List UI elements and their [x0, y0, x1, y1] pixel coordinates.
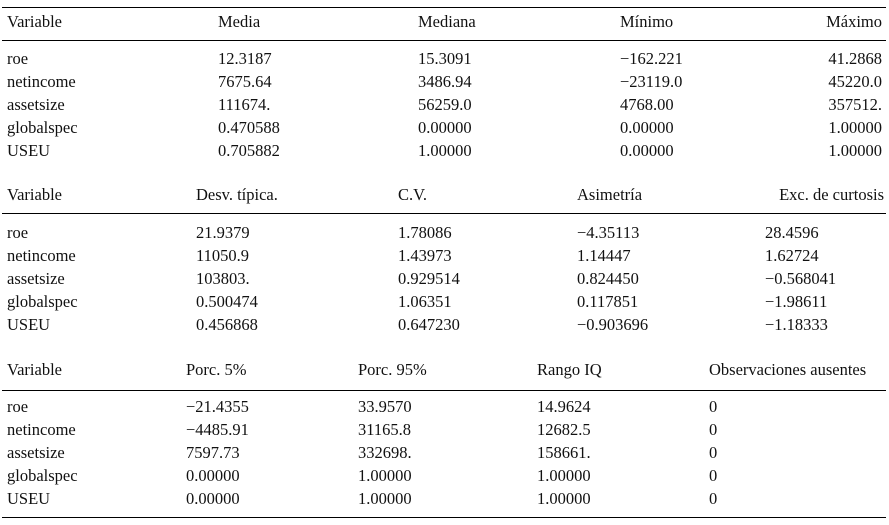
column-header-cv: C.V.: [398, 185, 428, 204]
table-cell: 0.500474: [196, 292, 258, 311]
table-cell: −1.18333: [765, 315, 828, 334]
row-variable-name: globalspec: [7, 466, 78, 485]
table-cell: 0: [709, 443, 718, 462]
table-top-rule: [2, 7, 886, 8]
table-cell: 111674.: [218, 95, 271, 114]
table-bottom-rule: [2, 517, 886, 518]
table-cell: −23119.0: [620, 72, 683, 91]
table-cell: 7675.64: [218, 72, 272, 91]
table-cell: 1.43973: [398, 246, 452, 265]
table-cell: 0.456868: [196, 315, 258, 334]
table-cell: 41.2868: [828, 49, 882, 68]
table-cell: 1.78086: [398, 223, 452, 242]
row-variable-name: netincome: [7, 246, 76, 265]
column-header-maximo: Máximo: [826, 12, 882, 31]
table-cell: −4485.91: [186, 420, 249, 439]
table-cell: −162.221: [620, 49, 683, 68]
table3-header-rule: [2, 390, 886, 391]
table-cell: 7597.73: [186, 443, 240, 462]
row-variable-name: roe: [7, 223, 29, 242]
row-variable-name: netincome: [7, 420, 76, 439]
table-cell: 1.00000: [537, 466, 591, 485]
column-header-exc-curtosis: Exc. de curtosis: [779, 185, 884, 204]
table-cell: 0.929514: [398, 269, 460, 288]
row-variable-name: assetsize: [7, 443, 65, 462]
column-header-mediana: Mediana: [418, 12, 476, 31]
table-cell: 11050.9: [196, 246, 250, 265]
table-cell: 0: [709, 466, 718, 485]
row-variable-name: globalspec: [7, 292, 78, 311]
column-header-observaciones-ausentes: Observaciones ausentes: [709, 360, 867, 379]
table-cell: 21.9379: [196, 223, 250, 242]
column-header-media: Media: [218, 12, 261, 31]
row-variable-name: assetsize: [7, 269, 65, 288]
table-cell: −0.903696: [577, 315, 649, 334]
table-cell: 0.00000: [418, 118, 472, 137]
table-cell: −1.98611: [765, 292, 828, 311]
table-cell: 1.14447: [577, 246, 631, 265]
table-cell: 0: [709, 397, 718, 416]
column-header-asimetria: Asimetría: [577, 185, 643, 204]
table-cell: 33.9570: [358, 397, 412, 416]
table-cell: 103803.: [196, 269, 250, 288]
table-cell: 4768.00: [620, 95, 674, 114]
table-cell: 28.4596: [765, 223, 819, 242]
row-variable-name: USEU: [7, 315, 51, 334]
table-cell: −0.568041: [765, 269, 837, 288]
row-variable-name: globalspec: [7, 118, 78, 137]
column-header-minimo: Mínimo: [620, 12, 674, 31]
table-cell: 0.00000: [620, 141, 674, 160]
table-cell: 12.3187: [218, 49, 272, 68]
table-cell: 0.824450: [577, 269, 639, 288]
table-cell: 0.470588: [218, 118, 280, 137]
row-variable-name: netincome: [7, 72, 76, 91]
table-cell: 45220.0: [828, 72, 882, 91]
table-cell: 1.00000: [828, 141, 882, 160]
column-header-variable: Variable: [7, 12, 62, 31]
table-cell: 1.00000: [537, 489, 591, 508]
table-cell: −21.4355: [186, 397, 249, 416]
row-variable-name: assetsize: [7, 95, 65, 114]
table-cell: 1.00000: [358, 489, 412, 508]
row-variable-name: roe: [7, 49, 29, 68]
table-cell: 0: [709, 420, 718, 439]
table-cell: −4.35113: [577, 223, 640, 242]
table-cell: 1.00000: [828, 118, 882, 137]
table-cell: 0.705882: [218, 141, 280, 160]
row-variable-name: USEU: [7, 489, 51, 508]
table-cell: 0.647230: [398, 315, 460, 334]
column-header-variable: Variable: [7, 185, 62, 204]
table-cell: 56259.0: [418, 95, 472, 114]
column-header-porc-5: Porc. 5%: [186, 360, 247, 379]
column-header-porc-95: Porc. 95%: [358, 360, 427, 379]
table-cell: 158661.: [537, 443, 591, 462]
table2-header-rule: [2, 213, 886, 214]
column-header-desv-tipica: Desv. típica.: [196, 185, 278, 204]
table-cell: 1.00000: [418, 141, 472, 160]
table-cell: 15.3091: [418, 49, 472, 68]
table-cell: 0.00000: [186, 489, 240, 508]
table-cell: 1.06351: [398, 292, 452, 311]
row-variable-name: roe: [7, 397, 29, 416]
table-cell: 1.00000: [358, 466, 412, 485]
table-cell: 0.00000: [620, 118, 674, 137]
table-cell: 357512.: [828, 95, 882, 114]
column-header-rango-iq: Rango IQ: [537, 360, 602, 379]
table-cell: 12682.5: [537, 420, 591, 439]
table-cell: 1.62724: [765, 246, 819, 265]
table1-header-rule: [2, 40, 886, 41]
table-cell: 31165.8: [358, 420, 412, 439]
row-variable-name: USEU: [7, 141, 51, 160]
table-cell: 0.117851: [577, 292, 639, 311]
table-cell: 3486.94: [418, 72, 472, 91]
table-cell: 0.00000: [186, 466, 240, 485]
table-cell: 332698.: [358, 443, 412, 462]
table-cell: 14.9624: [537, 397, 591, 416]
table-cell: 0: [709, 489, 718, 508]
column-header-variable: Variable: [7, 360, 62, 379]
